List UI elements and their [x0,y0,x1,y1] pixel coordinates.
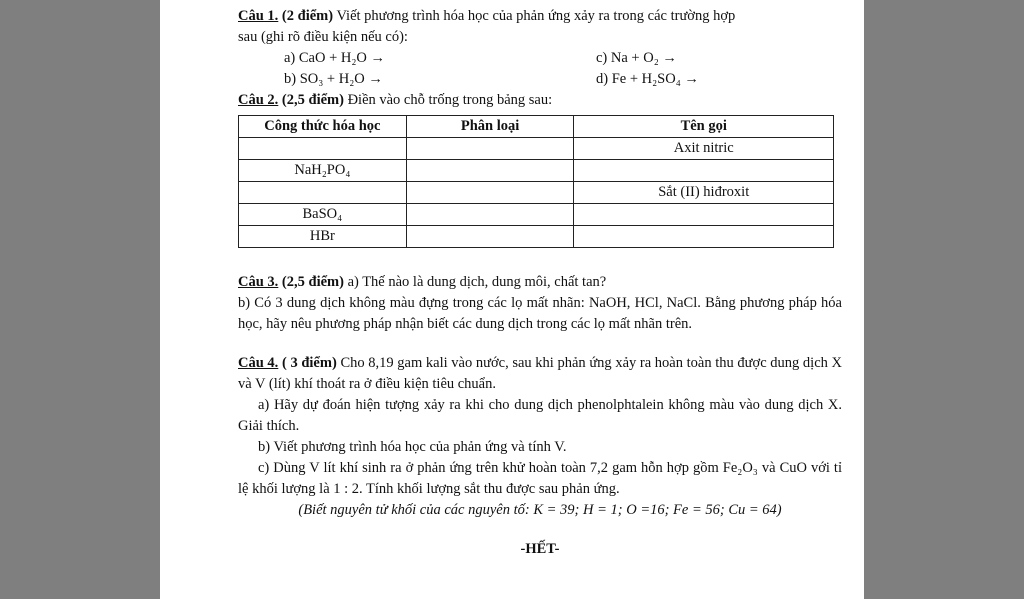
table-row [239,160,834,182]
q2-text: Điền vào chỗ trống trong bảng sau: [347,92,553,108]
q1-eq-b: b) SO₃ + H₂O → [284,71,383,87]
q3-paragraph [238,272,842,293]
q1-equations [284,48,842,90]
table-cell [406,226,574,248]
table-cell [406,204,574,226]
q3-points: (2,5 điểm) [281,274,344,290]
q1-eq-c: c) Na + O₂ → [596,50,677,66]
table-cell: Axit nitric [574,138,834,160]
q3-heading: Câu 3. [238,274,279,290]
table-cell [574,226,834,248]
q1-eq-a: a) CaO + H₂O → [284,50,386,66]
q4-points: ( 3 điểm) [281,355,337,371]
q4-heading: Câu 4. [238,355,279,371]
q1-paragraph [238,6,842,27]
q4-note: (Biết nguyên tử khối của các nguyên tố: K = 39; H = 1; O =16; Fe = 56; Cu = 64) [298,502,782,518]
table-row [239,138,834,160]
table-cell [574,160,834,182]
table-row [239,226,834,248]
table-row [239,204,834,226]
q1-eq-d: d) Fe + H₂SO₄ → [596,71,699,87]
table-header-row [239,116,834,138]
q1-points: (2 điểm) [281,8,334,24]
q4-part-c: c) Dùng V lít khí sinh ra ở phản ứng trên khử hoàn toàn 7,2 gam hỗn hợp gồm Fe₂O₃ và CuO với tỉ lệ khối lượng là 1 : 2. Tính khối lượng sắt thu được sau phản ứng. [238,460,842,497]
q4-part-b: b) Viết phương trình hóa học của phản ứng và tính V. [258,439,567,455]
table-cell: BaSO₄ [239,204,407,226]
col-formula-header: Công thức hóa học [239,116,407,138]
q1-text-line2: sau (ghi rõ điều kiện nếu có): [238,29,408,45]
col-class-header: Phân loại [406,116,574,138]
q4-intro: Cho 8,19 gam kali vào nước, sau khi phản ứng xảy ra hoàn toàn thu được dung dịch X và V (lít) khí thoát ra ở điều kiện tiêu chuẩn. [238,355,843,392]
chem-table [238,115,834,248]
table-cell: NaH₂PO₄ [239,160,407,182]
q2-heading: Câu 2. [238,92,279,108]
table-row [239,182,834,204]
table-cell [239,182,407,204]
q4-paragraph [238,353,842,395]
table-cell [406,138,574,160]
exam-content [238,6,842,560]
q1-text-line1: Viết phương trình hóa học của phản ứng xảy ra trong các trường hợp [336,8,736,24]
q3-part-a: a) Thế nào là dung dịch, dung môi, chất tan? [347,274,607,290]
table-cell [406,160,574,182]
table-cell [239,138,407,160]
q3-part-b: b) Có 3 dung dịch không màu đựng trong các lọ mất nhãn: NaOH, HCl, NaCl. Bằng phương pháp hóa học, hãy nêu phương pháp nhận biết các dung dịch trong các lọ mất nhãn trên. [238,295,842,332]
footer-end: -HẾT- [520,541,560,557]
table-cell: Sắt (II) hiđroxit [574,182,834,204]
q1-heading: Câu 1. [238,8,279,24]
exam-page [160,0,864,599]
col-name-header: Tên gọi [574,116,834,138]
q2-points: (2,5 điểm) [281,92,344,108]
table-cell: HBr [239,226,407,248]
q2-paragraph [238,90,842,111]
table-cell [406,182,574,204]
table-cell [574,204,834,226]
q4-part-a: a) Hãy dự đoán hiện tượng xảy ra khi cho dung dịch phenolphtalein không màu vào dung dịch X. Giải thích. [238,397,842,434]
